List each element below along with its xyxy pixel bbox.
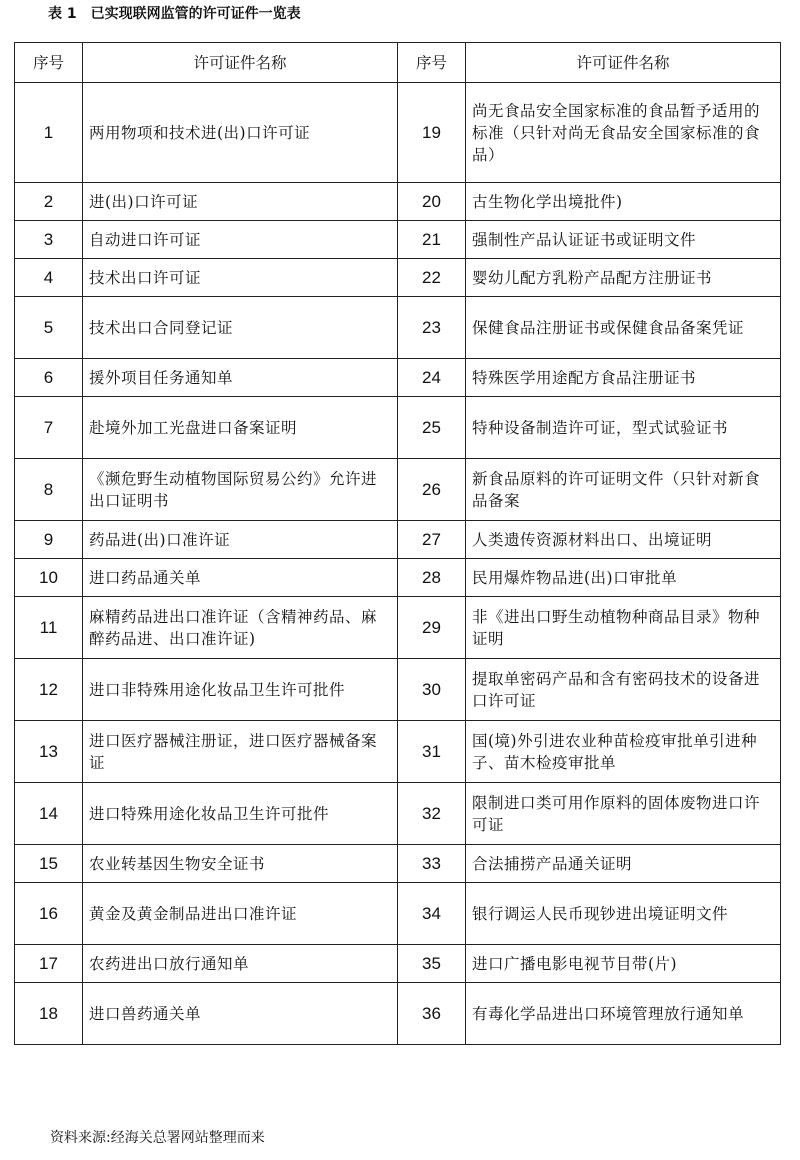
permit-name-right-cell: 特殊医学用途配方食品注册证书 [466,359,781,397]
permit-name-left-cell: 农药进出口放行通知单 [83,945,398,983]
serial-right-cell: 24 [398,359,466,397]
table-row [15,597,781,659]
permits-table [14,42,781,1045]
serial-left-cell: 9 [15,521,83,559]
header-name-left: 许可证件名称 [83,43,398,83]
header-row [15,43,781,83]
table-row [15,983,781,1045]
table-title: 已实现联网监管的许可证件一览表 [90,6,301,22]
source-note: 资料来源:经海关总署网站整理而来 [50,1130,265,1146]
serial-left-cell: 5 [15,297,83,359]
permit-name-right-cell: 尚无食品安全国家标准的食品暂予适用的标准（只针对尚无食品安全国家标准的食品） [466,83,781,183]
header-name-right: 许可证件名称 [466,43,781,83]
permit-name-right-cell: 民用爆炸物品进(出)口审批单 [466,559,781,597]
table-row [15,945,781,983]
serial-right-cell: 23 [398,297,466,359]
serial-left-cell: 14 [15,783,83,845]
permit-name-left-cell: 药品进(出)口准许证 [83,521,398,559]
serial-right-cell: 27 [398,521,466,559]
table-row [15,83,781,183]
serial-right-cell: 26 [398,459,466,521]
serial-right-cell: 25 [398,397,466,459]
permit-name-left-cell: 两用物项和技术进(出)口许可证 [83,83,398,183]
permit-name-right-cell: 婴幼儿配方乳粉产品配方注册证书 [466,259,781,297]
serial-right-cell: 19 [398,83,466,183]
permit-name-right-cell: 限制进口类可用作原料的固体废物进口许可证 [466,783,781,845]
permit-name-left-cell: 援外项目任务通知单 [83,359,398,397]
serial-left-cell: 13 [15,721,83,783]
serial-left-cell: 10 [15,559,83,597]
serial-left-cell: 4 [15,259,83,297]
serial-left-cell: 11 [15,597,83,659]
serial-left-cell: 15 [15,845,83,883]
serial-left-cell: 18 [15,983,83,1045]
table-row [15,297,781,359]
serial-right-cell: 21 [398,221,466,259]
table-row [15,521,781,559]
table-number: 表 1 [48,6,77,22]
permit-name-left-cell: 进口特殊用途化妆品卫生许可批件 [83,783,398,845]
table-row [15,397,781,459]
serial-right-cell: 29 [398,597,466,659]
serial-left-cell: 16 [15,883,83,945]
permit-name-left-cell: 麻精药品进出口准许证（含精神药品、麻醉药品进、出口准许证) [83,597,398,659]
table-body [15,83,781,1045]
table-row [15,359,781,397]
permit-name-left-cell: 黄金及黄金制品进出口准许证 [83,883,398,945]
serial-left-cell: 8 [15,459,83,521]
permit-name-left-cell: 进口兽药通关单 [83,983,398,1045]
table-row [15,559,781,597]
serial-left-cell: 3 [15,221,83,259]
permit-name-left-cell: 自动进口许可证 [83,221,398,259]
permit-name-right-cell: 非《进出口野生动植物种商品目录》物种证明 [466,597,781,659]
serial-right-cell: 36 [398,983,466,1045]
permit-name-right-cell: 合法捕捞产品通关证明 [466,845,781,883]
permit-name-right-cell: 银行调运人民币现钞进出境证明文件 [466,883,781,945]
permit-name-left-cell: 《濒危野生动植物国际贸易公约》允许进出口证明书 [83,459,398,521]
permit-name-right-cell: 保健食品注册证书或保健食品备案凭证 [466,297,781,359]
table-row [15,721,781,783]
serial-right-cell: 35 [398,945,466,983]
serial-left-cell: 2 [15,183,83,221]
permit-name-right-cell: 提取单密码产品和含有密码技术的设备进口许可证 [466,659,781,721]
header-serial-left: 序号 [15,43,83,83]
permit-name-right-cell: 古生物化学出境批件) [466,183,781,221]
permit-name-left-cell: 进口非特殊用途化妆品卫生许可批件 [83,659,398,721]
serial-left-cell: 1 [15,83,83,183]
permit-name-left-cell: 进口医疗器械注册证，进口医疗器械备案证 [83,721,398,783]
permit-name-left-cell: 进口药品通关单 [83,559,398,597]
permit-name-left-cell: 技术出口合同登记证 [83,297,398,359]
permit-name-right-cell: 人类遗传资源材料出口、出境证明 [466,521,781,559]
permit-name-left-cell: 赴境外加工光盘进口备案证明 [83,397,398,459]
permit-name-left-cell: 农业转基因生物安全证书 [83,845,398,883]
table-row [15,259,781,297]
serial-left-cell: 17 [15,945,83,983]
permit-name-right-cell: 特种设备制造许可证，型式试验证书 [466,397,781,459]
permit-name-right-cell: 新食品原料的许可证明文件（只针对新食品备案 [466,459,781,521]
table-row [15,459,781,521]
permit-name-right-cell: 强制性产品认证证书或证明文件 [466,221,781,259]
serial-left-cell: 6 [15,359,83,397]
permit-name-left-cell: 技术出口许可证 [83,259,398,297]
permit-name-left-cell: 进(出)口许可证 [83,183,398,221]
serial-right-cell: 20 [398,183,466,221]
table-caption [48,4,301,24]
table-row [15,845,781,883]
serial-right-cell: 30 [398,659,466,721]
permit-name-right-cell: 国(境)外引进农业种苗检疫审批单引进种子、苗木检疫审批单 [466,721,781,783]
table-row [15,659,781,721]
permit-name-right-cell: 有毒化学品进出口环境管理放行通知单 [466,983,781,1045]
permit-name-right-cell: 进口广播电影电视节目带(片) [466,945,781,983]
serial-right-cell: 32 [398,783,466,845]
table-row [15,783,781,845]
table-row [15,883,781,945]
serial-right-cell: 22 [398,259,466,297]
serial-left-cell: 7 [15,397,83,459]
serial-right-cell: 31 [398,721,466,783]
serial-right-cell: 28 [398,559,466,597]
table-row [15,221,781,259]
serial-right-cell: 34 [398,883,466,945]
serial-left-cell: 12 [15,659,83,721]
serial-right-cell: 33 [398,845,466,883]
table-row [15,183,781,221]
header-serial-right: 序号 [398,43,466,83]
